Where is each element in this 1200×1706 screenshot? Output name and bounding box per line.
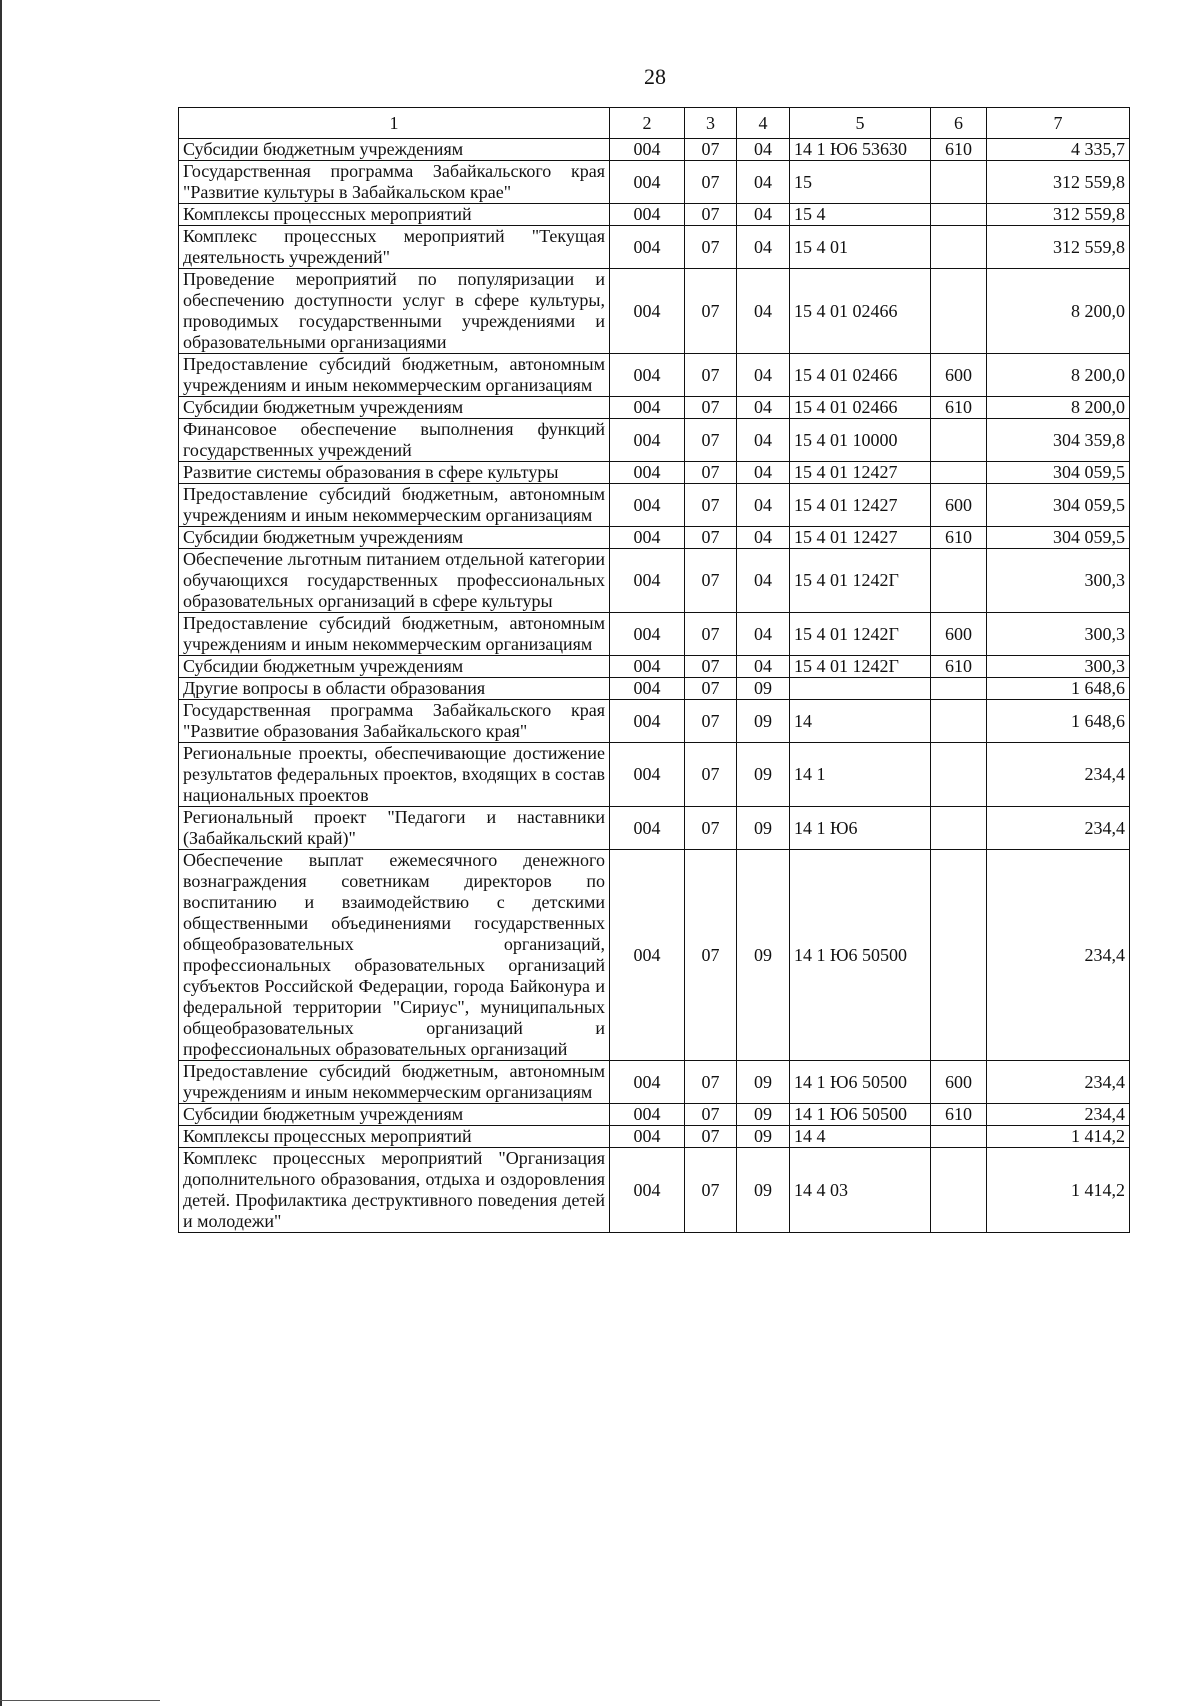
cell-amount: 304 059,5 xyxy=(987,484,1130,527)
cell-amount: 4 335,7 xyxy=(987,139,1130,161)
cell-amount: 234,4 xyxy=(987,850,1130,1061)
cell-target-article: 15 4 xyxy=(790,204,931,226)
cell-amount: 234,4 xyxy=(987,1104,1130,1126)
cell-section-code: 07 xyxy=(685,743,737,807)
cell-target-article: 15 4 01 10000 xyxy=(790,419,931,462)
cell-ministry-code: 004 xyxy=(610,1104,685,1126)
cell-ministry-code: 004 xyxy=(610,269,685,354)
header-col-1: 1 xyxy=(179,108,610,139)
header-col-5: 5 xyxy=(790,108,931,139)
cell-section-code: 07 xyxy=(685,139,737,161)
cell-name: Проведение мероприятий по популяризации и обеспечению доступности услуг в сфере культуры, проводимых государственными учреждениями и образовательными организациями xyxy=(179,269,610,354)
cell-name: Обеспечение льготным питанием отдельной категории обучающихся государственных профессиональных образовательных организаций в сфере культуры xyxy=(179,549,610,613)
cell-section-code: 07 xyxy=(685,700,737,743)
cell-expense-type xyxy=(931,807,987,850)
cell-amount: 300,3 xyxy=(987,549,1130,613)
cell-name: Развитие системы образования в сфере культуры xyxy=(179,462,610,484)
cell-expense-type xyxy=(931,1126,987,1148)
cell-expense-type xyxy=(931,743,987,807)
table-row xyxy=(179,226,1130,269)
cell-name: Предоставление субсидий бюджетным, автономным учреждениям и иным некоммерческим организациям xyxy=(179,484,610,527)
header-col-7: 7 xyxy=(987,108,1130,139)
cell-amount: 300,3 xyxy=(987,613,1130,656)
cell-subsection-code: 04 xyxy=(737,269,790,354)
cell-subsection-code: 09 xyxy=(737,743,790,807)
cell-ministry-code: 004 xyxy=(610,139,685,161)
cell-target-article: 14 1 Ю6 50500 xyxy=(790,850,931,1061)
cell-section-code: 07 xyxy=(685,204,737,226)
table-row xyxy=(179,743,1130,807)
cell-section-code: 07 xyxy=(685,1104,737,1126)
cell-amount: 234,4 xyxy=(987,1061,1130,1104)
cell-ministry-code: 004 xyxy=(610,354,685,397)
cell-ministry-code: 004 xyxy=(610,700,685,743)
table-row xyxy=(179,1126,1130,1148)
cell-section-code: 07 xyxy=(685,269,737,354)
cell-ministry-code: 004 xyxy=(610,419,685,462)
scan-bottom-mark xyxy=(0,1700,160,1701)
cell-subsection-code: 04 xyxy=(737,549,790,613)
cell-subsection-code: 04 xyxy=(737,161,790,204)
cell-expense-type: 600 xyxy=(931,484,987,527)
cell-subsection-code: 09 xyxy=(737,700,790,743)
cell-subsection-code: 04 xyxy=(737,397,790,419)
cell-subsection-code: 04 xyxy=(737,419,790,462)
scan-left-edge xyxy=(0,0,2,1706)
cell-ministry-code: 004 xyxy=(610,1148,685,1233)
cell-target-article: 14 1 Ю6 xyxy=(790,807,931,850)
cell-name: Субсидии бюджетным учреждениям xyxy=(179,397,610,419)
table-row xyxy=(179,613,1130,656)
cell-section-code: 07 xyxy=(685,850,737,1061)
cell-amount: 312 559,8 xyxy=(987,161,1130,204)
cell-amount: 1 648,6 xyxy=(987,700,1130,743)
cell-name: Региональные проекты, обеспечивающие достижение результатов федеральных проектов, входящих в состав национальных проектов xyxy=(179,743,610,807)
cell-expense-type xyxy=(931,700,987,743)
cell-name: Комплекс процессных мероприятий "Организация дополнительного образования, отдыха и оздоровления детей. Профилактика деструктивного поведения детей и молодежи" xyxy=(179,1148,610,1233)
cell-section-code: 07 xyxy=(685,613,737,656)
cell-name: Государственная программа Забайкальского края "Развитие образования Забайкальского края" xyxy=(179,700,610,743)
cell-subsection-code: 04 xyxy=(737,656,790,678)
cell-amount: 312 559,8 xyxy=(987,204,1130,226)
cell-ministry-code: 004 xyxy=(610,462,685,484)
cell-subsection-code: 04 xyxy=(737,527,790,549)
cell-expense-type: 610 xyxy=(931,527,987,549)
header-col-4: 4 xyxy=(737,108,790,139)
table-row xyxy=(179,1104,1130,1126)
cell-target-article: 15 4 01 12427 xyxy=(790,462,931,484)
cell-subsection-code: 09 xyxy=(737,1148,790,1233)
cell-section-code: 07 xyxy=(685,807,737,850)
cell-target-article: 14 1 xyxy=(790,743,931,807)
cell-expense-type xyxy=(931,678,987,700)
cell-ministry-code: 004 xyxy=(610,204,685,226)
cell-ministry-code: 004 xyxy=(610,850,685,1061)
cell-name: Предоставление субсидий бюджетным, автономным учреждениям и иным некоммерческим организациям xyxy=(179,613,610,656)
cell-section-code: 07 xyxy=(685,527,737,549)
cell-expense-type: 610 xyxy=(931,1104,987,1126)
table-row xyxy=(179,549,1130,613)
cell-amount: 304 059,5 xyxy=(987,527,1130,549)
cell-expense-type xyxy=(931,419,987,462)
cell-target-article: 15 4 01 1242Г xyxy=(790,613,931,656)
cell-subsection-code: 09 xyxy=(737,807,790,850)
header-col-3: 3 xyxy=(685,108,737,139)
table-row xyxy=(179,850,1130,1061)
cell-section-code: 07 xyxy=(685,1061,737,1104)
cell-ministry-code: 004 xyxy=(610,527,685,549)
cell-ministry-code: 004 xyxy=(610,678,685,700)
cell-expense-type xyxy=(931,269,987,354)
table-row xyxy=(179,678,1130,700)
cell-target-article: 15 xyxy=(790,161,931,204)
cell-ministry-code: 004 xyxy=(610,549,685,613)
cell-section-code: 07 xyxy=(685,462,737,484)
cell-target-article: 15 4 01 12427 xyxy=(790,484,931,527)
cell-name: Обеспечение выплат ежемесячного денежного вознаграждения советникам директоров по воспитанию и взаимодействию с детскими общественными объединениями государственных общеобразовательных организаций, профессиональных образовательных организаций субъектов Российской Федерации, города Байконура и федеральной территории "Сириус", муниципальных общеобразовательных организаций и профессиональных образовательных организаций xyxy=(179,850,610,1061)
budget-table xyxy=(178,107,1130,1233)
cell-ministry-code: 004 xyxy=(610,484,685,527)
cell-amount: 1 648,6 xyxy=(987,678,1130,700)
cell-section-code: 07 xyxy=(685,226,737,269)
cell-name: Субсидии бюджетным учреждениям xyxy=(179,1104,610,1126)
cell-ministry-code: 004 xyxy=(610,397,685,419)
cell-target-article xyxy=(790,678,931,700)
cell-name: Субсидии бюджетным учреждениям xyxy=(179,139,610,161)
cell-section-code: 07 xyxy=(685,397,737,419)
table-row xyxy=(179,656,1130,678)
cell-ministry-code: 004 xyxy=(610,1061,685,1104)
cell-amount: 1 414,2 xyxy=(987,1126,1130,1148)
cell-subsection-code: 04 xyxy=(737,204,790,226)
table-row xyxy=(179,1148,1130,1233)
cell-name: Комплексы процессных мероприятий xyxy=(179,204,610,226)
table-row xyxy=(179,204,1130,226)
cell-amount: 304 059,5 xyxy=(987,462,1130,484)
cell-expense-type xyxy=(931,204,987,226)
cell-name: Государственная программа Забайкальского края "Развитие культуры в Забайкальском крае" xyxy=(179,161,610,204)
cell-amount: 8 200,0 xyxy=(987,354,1130,397)
cell-ministry-code: 004 xyxy=(610,613,685,656)
cell-expense-type xyxy=(931,161,987,204)
cell-ministry-code: 004 xyxy=(610,656,685,678)
cell-expense-type xyxy=(931,462,987,484)
cell-subsection-code: 04 xyxy=(737,462,790,484)
cell-section-code: 07 xyxy=(685,484,737,527)
table-row xyxy=(179,269,1130,354)
cell-target-article: 14 4 03 xyxy=(790,1148,931,1233)
table-row xyxy=(179,354,1130,397)
cell-subsection-code: 04 xyxy=(737,613,790,656)
cell-amount: 8 200,0 xyxy=(987,397,1130,419)
table-row xyxy=(179,161,1130,204)
table-row xyxy=(179,462,1130,484)
cell-target-article: 14 4 xyxy=(790,1126,931,1148)
table-row xyxy=(179,807,1130,850)
cell-expense-type: 610 xyxy=(931,656,987,678)
cell-target-article: 15 4 01 12427 xyxy=(790,527,931,549)
cell-subsection-code: 04 xyxy=(737,354,790,397)
cell-target-article: 14 xyxy=(790,700,931,743)
cell-section-code: 07 xyxy=(685,354,737,397)
cell-section-code: 07 xyxy=(685,1126,737,1148)
cell-subsection-code: 04 xyxy=(737,139,790,161)
cell-target-article: 15 4 01 02466 xyxy=(790,269,931,354)
cell-target-article: 15 4 01 02466 xyxy=(790,354,931,397)
cell-expense-type: 610 xyxy=(931,139,987,161)
cell-ministry-code: 004 xyxy=(610,807,685,850)
cell-expense-type: 610 xyxy=(931,397,987,419)
cell-name: Другие вопросы в области образования xyxy=(179,678,610,700)
cell-amount: 312 559,8 xyxy=(987,226,1130,269)
header-col-6: 6 xyxy=(931,108,987,139)
cell-expense-type: 600 xyxy=(931,613,987,656)
cell-name: Субсидии бюджетным учреждениям xyxy=(179,527,610,549)
cell-section-code: 07 xyxy=(685,656,737,678)
cell-name: Субсидии бюджетным учреждениям xyxy=(179,656,610,678)
cell-section-code: 07 xyxy=(685,549,737,613)
cell-ministry-code: 004 xyxy=(610,161,685,204)
table-header xyxy=(179,108,1130,139)
cell-expense-type xyxy=(931,1148,987,1233)
cell-name: Предоставление субсидий бюджетным, автономным учреждениям и иным некоммерческим организациям xyxy=(179,354,610,397)
cell-section-code: 07 xyxy=(685,678,737,700)
cell-amount: 1 414,2 xyxy=(987,1148,1130,1233)
cell-expense-type xyxy=(931,850,987,1061)
cell-amount: 300,3 xyxy=(987,656,1130,678)
cell-section-code: 07 xyxy=(685,419,737,462)
cell-name: Комплексы процессных мероприятий xyxy=(179,1126,610,1148)
table-row xyxy=(179,527,1130,549)
cell-expense-type: 600 xyxy=(931,354,987,397)
cell-name: Региональный проект "Педагоги и наставники (Забайкальский край)" xyxy=(179,807,610,850)
cell-subsection-code: 04 xyxy=(737,484,790,527)
cell-ministry-code: 004 xyxy=(610,743,685,807)
table-row xyxy=(179,397,1130,419)
cell-section-code: 07 xyxy=(685,161,737,204)
cell-subsection-code: 09 xyxy=(737,850,790,1061)
cell-expense-type xyxy=(931,226,987,269)
cell-target-article: 14 1 Ю6 50500 xyxy=(790,1061,931,1104)
cell-expense-type xyxy=(931,549,987,613)
cell-expense-type: 600 xyxy=(931,1061,987,1104)
cell-amount: 234,4 xyxy=(987,807,1130,850)
header-row xyxy=(179,108,1130,139)
cell-subsection-code: 09 xyxy=(737,1104,790,1126)
cell-subsection-code: 09 xyxy=(737,1061,790,1104)
cell-target-article: 14 1 Ю6 53630 xyxy=(790,139,931,161)
cell-section-code: 07 xyxy=(685,1148,737,1233)
cell-amount: 8 200,0 xyxy=(987,269,1130,354)
cell-ministry-code: 004 xyxy=(610,1126,685,1148)
table-row xyxy=(179,700,1130,743)
table-body xyxy=(179,139,1130,1233)
cell-target-article: 15 4 01 02466 xyxy=(790,397,931,419)
cell-subsection-code: 09 xyxy=(737,1126,790,1148)
cell-target-article: 15 4 01 1242Г xyxy=(790,549,931,613)
table-row xyxy=(179,484,1130,527)
table-row xyxy=(179,419,1130,462)
cell-ministry-code: 004 xyxy=(610,226,685,269)
cell-target-article: 15 4 01 xyxy=(790,226,931,269)
cell-name: Комплекс процессных мероприятий "Текущая деятельность учреждений" xyxy=(179,226,610,269)
table-row xyxy=(179,1061,1130,1104)
cell-subsection-code: 09 xyxy=(737,678,790,700)
cell-subsection-code: 04 xyxy=(737,226,790,269)
cell-name: Финансовое обеспечение выполнения функций государственных учреждений xyxy=(179,419,610,462)
cell-amount: 304 359,8 xyxy=(987,419,1130,462)
cell-target-article: 15 4 01 1242Г xyxy=(790,656,931,678)
cell-name: Предоставление субсидий бюджетным, автономным учреждениям и иным некоммерческим организациям xyxy=(179,1061,610,1104)
header-col-2: 2 xyxy=(610,108,685,139)
cell-amount: 234,4 xyxy=(987,743,1130,807)
table-row xyxy=(179,139,1130,161)
cell-target-article: 14 1 Ю6 50500 xyxy=(790,1104,931,1126)
page-number: 28 xyxy=(644,64,666,89)
